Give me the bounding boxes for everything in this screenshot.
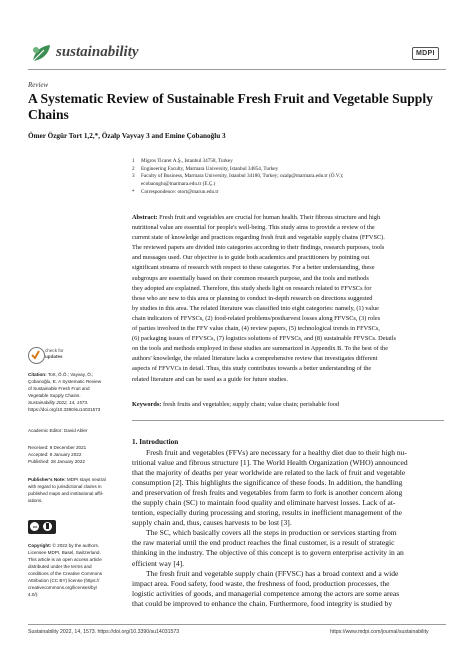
abstract-line: (6) packaging issues of FFVSCs, (7) logistics solutions of FFVSCs, and (8) sustainable FFVSCs. Details — [132, 335, 396, 343]
abstract-line: significant streams of research with respect to these categories. For a better understanding, these — [132, 264, 375, 272]
abstract-rule — [132, 420, 444, 421]
citation-line: Tort, Ö.Ö.; Vayvay, Ö.; — [47, 372, 94, 377]
intro-line: the supply chain (SC) to maintain food quality and eliminate harvest losses. Lack of at- — [132, 498, 396, 508]
affiliation-text: Engineering Faculty, Marmara University, Istanbul 34854, Turkey — [141, 165, 279, 172]
intro-line: supply chain and, thus, causes harvests to be lost [3]. — [132, 518, 292, 528]
copyright-line: 4.0/). — [28, 592, 39, 597]
publisher-note-line: published maps and institutional affil- — [28, 491, 104, 496]
intro-line: the raw material until the end product reaches the final customer, is a result of strategic — [132, 538, 395, 548]
intro-line: tention, especially during processing and storing, results in inefficient management of the — [132, 508, 403, 518]
license-link[interactable]: creativecommons.org/licenses/by/ — [28, 585, 98, 590]
mdpi-logo: MDPI — [412, 47, 439, 60]
abstract-line: they adopted are explained. Therefore, this study sheds light on research related to FFVSCs for — [132, 284, 372, 292]
affiliation-row — [132, 181, 442, 189]
publisher-note-line: with regard to jurisdictional claims in — [28, 484, 102, 489]
affiliation-number: 3 — [132, 173, 135, 180]
affiliation-text: Migros Ticaret A.Ş., Istanbul 34758, Turkey — [141, 158, 233, 164]
publisher-note-label: Publisher's Note: — [28, 477, 66, 482]
abstract-line: subgroups are essentially based on their common research purpose, and the tools and methods — [132, 274, 369, 282]
publisher-note-line: iations. — [28, 498, 43, 503]
citation-doi-link[interactable]: https://doi.org/10.3390/su14031573 — [28, 407, 101, 412]
intro-line: consumption [2]. This highlights the significance of these foods. In addition, the handling — [132, 478, 403, 488]
copyright-line: This article is an open access article — [28, 557, 102, 562]
keywords-label: Keywords: — [132, 401, 162, 408]
affiliation-number: 2 — [132, 165, 135, 172]
intro-line: and preservation of fresh fruits and vegetables from farm to fork is another concern along — [132, 488, 403, 498]
abstract-line: The reviewed papers are divided into categories according to their findings, research purposes, tools — [132, 244, 385, 252]
citation-line: Vegetable Supply Chains. — [28, 393, 81, 398]
check-for-label: check for — [45, 348, 64, 353]
footer-journal-link[interactable]: https://www.mdpi.com/journal/sustainability — [330, 629, 429, 635]
citation-line: of Sustainable Fresh Fruit and — [28, 386, 90, 391]
intro-line: impact area. Food safety, food waste, the freshness of food, production processes, the — [132, 578, 390, 588]
citation-label: Citation: — [28, 372, 47, 377]
intro-line: Fresh fruit and vegetables (FFVs) are necessary for a healthy diet due to their high nu- — [146, 448, 407, 457]
footer-rule — [28, 624, 446, 625]
abstract-label: Abstract: — [132, 214, 158, 221]
affiliation-number: * — [132, 188, 135, 195]
affiliation-row — [132, 189, 442, 197]
copyright-line: Attribution (CC BY) license (https:// — [28, 578, 100, 583]
intro-line: thinking in the industry. The objective of this concept is to govern enterprise activity in an — [132, 548, 404, 558]
abstract-line: aspects of FFVVCs in detail. Thus, this study contributes towards a better understanding of the — [132, 365, 372, 373]
section-heading: 1. Introduction — [132, 438, 179, 446]
abstract-line: Fresh fruit and vegetables are crucial for human health. Their fibrous structure and high — [159, 214, 381, 221]
received-date: Received: 9 December 2021 — [28, 445, 87, 450]
paper-title: A Systematic Review of Sustainable Fresh Fruit and Vegetable Supply Chains — [28, 91, 433, 122]
affiliations — [132, 158, 442, 197]
citation-line: Çobanoğlu, E. A Systematic Review — [28, 379, 102, 384]
abstract-line: by studies in this area. The related literature was classified into eight categories: namely, (1) value — [132, 304, 379, 312]
dates-block — [28, 444, 126, 465]
affiliation-row — [132, 158, 442, 166]
abstract — [132, 213, 444, 385]
intro-line: tritional value and fibrous structure [1]. The World Health Organization (WHO) announced — [132, 458, 408, 468]
intro-line: The SC, which basically covers all the steps in production or services starting from — [146, 528, 397, 538]
intro-line: efficient way [4]. — [132, 558, 185, 568]
intro-line: that the majority of deaths per year worldwide are related to the lack of fruit and vegetable — [132, 468, 406, 478]
affiliation-text: ecobanoglu@marmara.edu.tr (E.Ç.) — [141, 181, 216, 188]
abstract-line: current state of knowledge and practices regarding fresh fruit and vegetable supply chains (FFVSC). — [132, 234, 385, 242]
abstract-line: related literature and can be used as a guide for future studies. — [132, 375, 288, 383]
journal-logo-icon — [30, 42, 52, 64]
intro-line: logistic activities of goods, and managerial competence among the actors are some areas — [132, 588, 400, 598]
affiliation-number: 1 — [132, 158, 135, 164]
copyright-line: © 2022 by the authors. — [52, 543, 100, 548]
copyright-line: distributed under the terms and — [28, 564, 92, 569]
academic-editor: Academic Editor: David Abler — [28, 428, 88, 433]
abstract-line: on the tools and methods employed in these studies are summarized in Appendix B. To the best of the — [132, 345, 388, 353]
copyright-line: Licensee MDPI, Basel, Switzerland. — [28, 550, 101, 555]
affiliation-row — [132, 173, 442, 181]
updates-label: updates — [45, 353, 63, 359]
journal-name: sustainability — [56, 44, 139, 60]
copyright-line: conditions of the Creative Commons — [28, 571, 103, 576]
header-rule — [28, 69, 446, 70]
published-date: Published: 28 January 2022 — [28, 459, 85, 464]
abstract-line: those who are new to this area or planning to conduct in-depth research on directions suggested — [132, 294, 373, 302]
author-list: Ömer Özgür Tort 1,2,*, Özalp Vayvay 3 and Emine Çobanoğlu 3 — [28, 132, 226, 140]
footer-citation: Sustainability 2022, 14, 1573. https://doi.org/10.3390/su14031573 — [28, 629, 180, 635]
cc-by-license-icon[interactable]: cc — [28, 520, 56, 534]
affiliation-text: Correspondence: otort@marun.edu.tr — [141, 188, 219, 195]
article-type: Review — [28, 81, 49, 89]
intro-line: The fresh fruit and vegetable supply chain (FFVSC) has a broad context and a wide — [146, 568, 399, 578]
abstract-line: and messages used. Our objective is to guide both academics and practitioners by pointing out — [132, 254, 370, 262]
abstract-line: of parties involved in the FFV value chain, (4) review papers, (5) technological trends in FFVSCs, — [132, 325, 380, 333]
affiliation-text: Faculty of Business, Marmara University, Istanbul 34180, Turkey; ozalp@marmara.edu.tr (Ö.V.); — [141, 173, 344, 180]
publisher-note — [28, 476, 126, 504]
citation-block — [28, 371, 126, 413]
abstract-line: nutritional value are essential for people's well-being. This study aims to provide a review of the — [132, 224, 375, 232]
abstract-line: chain indicators of FFVSCs, (2) food-related problems/postharvest losses along FFVSCs, (3) roles — [132, 314, 381, 322]
abstract-line: authors' knowledge, the related literature lacks a comprehensive review that investigates different — [132, 355, 378, 363]
citation-line: Sustainability 2022, 14, 1573. — [28, 400, 89, 405]
intro-line: that could be improved to enhance the chain. Furthermore, food integrity is studied by — [132, 598, 393, 608]
publisher-note-line: MDPI stays neutral — [66, 477, 106, 482]
accepted-date: Accepted: 9 January 2022 — [28, 452, 82, 457]
copyright-block — [28, 542, 126, 598]
check-updates-icon — [28, 347, 45, 364]
intro-body — [132, 448, 444, 609]
keywords-text: fresh fruits and vegetables; supply chain; value chain; perishable food — [162, 401, 340, 408]
copyright-label: Copyright: — [28, 543, 52, 548]
keywords — [132, 400, 444, 410]
